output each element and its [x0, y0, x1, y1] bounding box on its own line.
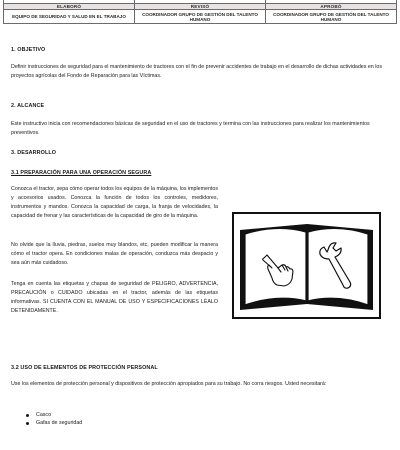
list-item: Casco [26, 411, 82, 419]
list-item: Gafas de seguridad [26, 419, 82, 427]
section-title-alcance: 2. ALCANCE [11, 103, 45, 109]
paragraph-preparacion-3: Tenga en cuenta las etiquetas y chapas de seguridad de PELIGRO, ADVERTENCIA, PRECAUCIÓN o CUIDADO ubicadas en el tractor, además de las etiquetas informativas. SI CUENTA CON EL MANUAL DE USO Y ESPECIFICACIONES LÉALO DETENIDAMENTE. [11, 281, 218, 314]
approval-name-elaboro: EQUIPO DE SEGURIDAD Y SALUD EN EL TRABAJO [4, 10, 135, 24]
approval-header-reviso: REVISÓ [135, 4, 266, 10]
approval-header-aprobo: APROBÓ [266, 4, 397, 10]
subsection-title-proteccion: 3.2 USO DE ELEMENTOS DE PROTECCIÓN PERSONAL [11, 365, 158, 371]
approval-header-row [4, 4, 397, 10]
approval-name-reviso: COORDINADOR GRUPO DE GESTIÓN DEL TALENTO HUMANO [135, 10, 266, 24]
section-title-objetivo: 1. OBJETIVO [11, 47, 46, 53]
paragraph-preparacion-2: No olvide que la lluvia, piedras, suelos muy blandos, etc, pueden modificar la manera cómo el tractor opera. En condiciones malas de operación, conduzca más despacio y sea aún más cuidadoso. [11, 242, 218, 266]
section-title-desarrollo: 3. DESARROLLO [11, 150, 57, 156]
approval-header-elaboro: ELABORÓ [4, 4, 135, 10]
paragraph-alcance: Este instructivo inicia con recomendaciones básicas de seguridad en el uso de tractores y termina con las instrucciones para realizar los mantenimientos preventivos. [11, 121, 370, 136]
manual-book-hand-wrench-icon [232, 212, 381, 319]
protection-items-list [26, 411, 82, 427]
approval-table [3, 0, 397, 24]
paragraph-preparacion-1: Conozca el tractor, sepa cómo operar todos los equipos de la máquina, los implementos y accesorios usados. Conozca la función de todos los controles, medidores, instrumentos y mandos. Conozca la capacidad de carga, la franja de velocidades, la capacidad de frenar y las características de la capacidad de giro de la máquina. [11, 186, 218, 219]
paragraph-objetivo: Definir instrucciones de seguridad para el mantenimiento de tractores con el fin de prevenir accidentes de trabajo en el desarrollo de dichas actividades en los proyectos agrícolas del Fondo de Reparación para las Víctimas. [11, 64, 382, 79]
approval-name-aprobo: COORDINADOR GRUPO DE GESTIÓN DEL TALENTO HUMANO [266, 10, 397, 24]
approval-name-row [4, 10, 397, 24]
subsection-title-preparacion: 3.1 PREPARACIÓN PARA UNA OPERACIÓN SEGURA [11, 170, 152, 176]
paragraph-proteccion: Use los elementos de protección personal y dispositivos de protección apropiados para su trabajo. No corra riesgos. Usted necesitará: [11, 381, 327, 387]
